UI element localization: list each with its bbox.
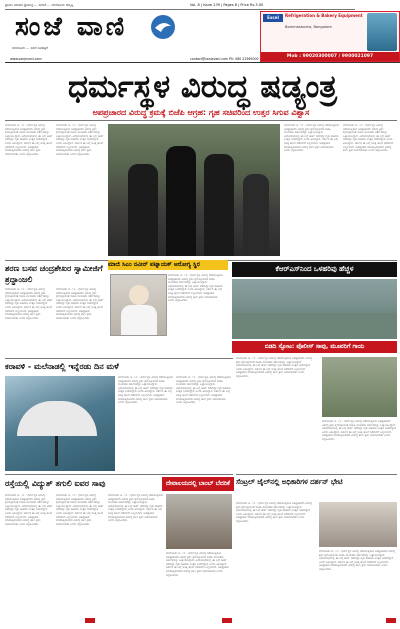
ad-brand-logo: Excel	[263, 14, 283, 22]
umbrella	[17, 401, 97, 436]
ad-line-1: Refrigeration & Bakery Equipment	[285, 13, 363, 18]
lead-story-col-2: ಬೆಂಗಳೂರು ಆ. ೧೯ - ಧರ್ಮಸ್ಥಳ ವಿರುದ್ಧ ನಡೆಯುತ್ತಿರುವ ಅಪಪ್ರಚಾರದ ವಿರುದ್ಧ ಕ್ರಮ ಕೈಗೊಳ್ಳುವಂತೆ ಬಿಜೆಪಿ ನಾಯಕರು ಸರ್ಕಾರವನ್ನು ಒತ್ತಾಯಿಸಿದ್ದಾರೆ. ವಿಧಾನಸಭೆಯಲ್ಲಿ ಈ ಬಗ್ಗೆ ಚರ್ಚೆ ನಡೆದಿದ್ದು ಗೃಹ ಸಚಿವರು ಉತ್ತರ ನೀಡಲಿದ್ದಾರೆ ಎಂದು ತಿಳಿಸಿದ್ದಾರೆ. ಸರ್ಕಾರ ಈ ಬಗ್ಗೆ ಸೂಕ್ತ ತನಿಖೆ ನಡೆಸಲಿದೆ ಎನ್ನಲಾಗಿದೆ. ಅಪಪ್ರಚಾರ ಮಾಡುತ್ತಿರುವವರ ವಿರುದ್ಧ ಕಠಿಣ ಕ್ರಮ ಜರುಗಿಸಬೇಕು ಎಂದು ಆಗ್ರಹಿಸಿದರು.	[56, 124, 104, 156]
story-2-text: ಬೆಂಗಳೂರು ಆ. ೧೯ - ಧರ್ಮಸ್ಥಳ ವಿರುದ್ಧ ನಡೆಯುತ್ತಿರುವ ಅಪಪ್ರಚಾರದ ವಿರುದ್ಧ ಕ್ರಮ ಕೈಗೊಳ್ಳುವಂತೆ ಬಿಜೆಪಿ ನಾಯಕರು ಸರ್ಕಾರವನ್ನು ಒತ್ತಾಯಿಸಿದ್ದಾರೆ. ವಿಧಾನಸಭೆಯಲ್ಲಿ ಈ ಬಗ್ಗೆ ಚರ್ಚೆ ನಡೆದಿದ್ದು ಗೃಹ ಸಚಿವರು ಉತ್ತರ ನೀಡಲಿದ್ದಾರೆ ಎಂದು ತಿಳಿಸಿದ್ದಾರೆ. ಸರ್ಕಾರ ಈ ಬಗ್ಗೆ ಸೂಕ್ತ ತನಿಖೆ ನಡೆಸಲಿದೆ ಎನ್ನಲಾಗಿದೆ. ಅಪಪ್ರಚಾರ ಮಾಡುತ್ತಿರುವವರ ವಿರುದ್ಧ ಕಠಿಣ ಕ್ರಮ ಜರುಗಿಸಬೇಕು ಎಂದು ಆಗ್ರಹಿಸಿದರು.	[168, 274, 223, 303]
story-headline-1: ಶರಣ ಬಸವ ಚಂದ್ರಶೇಖರ ಸ್ವಾಮೀಜಿಗೆ ಶ್ರದ್ಧಾಂಜಲಿ	[5, 264, 103, 284]
photo-person-2	[166, 146, 196, 256]
main-headline: ಧರ್ಮಸ್ಥಳ ವಿರುದ್ಧ ಷಡ್ಯಂತ್ರ	[68, 69, 337, 105]
ad-machine-image	[367, 13, 397, 51]
politician-photo	[110, 274, 167, 336]
story-7-text-a: ಬೆಂಗಳೂರು ಆ. ೧೯ - ಧರ್ಮಸ್ಥಳ ವಿರುದ್ಧ ನಡೆಯುತ್ತಿರುವ ಅಪಪ್ರಚಾರದ ವಿರುದ್ಧ ಕ್ರಮ ಕೈಗೊಳ್ಳುವಂತೆ ಬಿಜೆಪಿ ನಾಯಕರು ಸರ್ಕಾರವನ್ನು ಒತ್ತಾಯಿಸಿದ್ದಾರೆ. ವಿಧಾನಸಭೆಯಲ್ಲಿ ಈ ಬಗ್ಗೆ ಚರ್ಚೆ ನಡೆದಿದ್ದು ಗೃಹ ಸಚಿವರು ಉತ್ತರ ನೀಡಲಿದ್ದಾರೆ ಎಂದು ತಿಳಿಸಿದ್ದಾರೆ. ಸರ್ಕಾರ ಈ ಬಗ್ಗೆ ಸೂಕ್ತ ತನಿಖೆ ನಡೆಸಲಿದೆ ಎನ್ನಲಾಗಿದೆ. ಅಪಪ್ರಚಾರ ಮಾಡುತ್ತಿರುವವರ ವಿರುದ್ಧ ಕಠಿಣ ಕ್ರಮ ಜರುಗಿಸಬೇಕು ಎಂದು ಆಗ್ರಹಿಸಿದರು.	[108, 494, 163, 523]
masthead-rule	[5, 62, 400, 63]
temple-photo	[166, 494, 232, 549]
story-headline-6: ರಸ್ತೆಯಲ್ಲಿ ವಿದ್ಯುತ್ ತಗುಲಿ ಐವರ ಸಾವು	[5, 479, 106, 488]
ad-line-2: Bommasandra, Bangalore	[285, 25, 332, 29]
story-headline-8: ಸೆಂಟ್ರಲ್ ಜೈಲ್‌ನಲ್ಲಿ ಅಧಿಕಾರಿಗಳ ದರ್ಶನ್ ಭೇಟಿ	[236, 478, 343, 486]
story-8-text-b: ಬೆಂಗಳೂರು ಆ. ೧೯ - ಧರ್ಮಸ್ಥಳ ವಿರುದ್ಧ ನಡೆಯುತ್ತಿರುವ ಅಪಪ್ರಚಾರದ ವಿರುದ್ಧ ಕ್ರಮ ಕೈಗೊಳ್ಳುವಂತೆ ಬಿಜೆಪಿ ನಾಯಕರು ಸರ್ಕಾರವನ್ನು ಒತ್ತಾಯಿಸಿದ್ದಾರೆ. ವಿಧಾನಸಭೆಯಲ್ಲಿ ಈ ಬಗ್ಗೆ ಚರ್ಚೆ ನಡೆದಿದ್ದು ಗೃಹ ಸಚಿವರು ಉತ್ತರ ನೀಡಲಿದ್ದಾರೆ ಎಂದು ತಿಳಿಸಿದ್ದಾರೆ. ಸರ್ಕಾರ ಈ ಬಗ್ಗೆ ಸೂಕ್ತ ತನಿಖೆ ನಡೆಸಲಿದೆ ಎನ್ನಲಾಗಿದೆ. ಅಪಪ್ರಚಾರ ಮಾಡುತ್ತಿರುವವರ ವಿರುದ್ಧ ಕಠಿಣ ಕ್ರಮ ಜರುಗಿಸಬೇಕು ಎಂದು ಆಗ್ರಹಿಸಿದರು.	[319, 550, 396, 571]
politician-body	[121, 305, 157, 335]
contact-info: contact@sanjevani.com Ph: 080 22569000	[190, 57, 259, 61]
darshan-photo	[319, 502, 397, 547]
lead-story-col-1: ಬೆಂಗಳೂರು ಆ. ೧೯ - ಧರ್ಮಸ್ಥಳ ವಿರುದ್ಧ ನಡೆಯುತ್ತಿರುವ ಅಪಪ್ರಚಾರದ ವಿರುದ್ಧ ಕ್ರಮ ಕೈಗೊಳ್ಳುವಂತೆ ಬಿಜೆಪಿ ನಾಯಕರು ಸರ್ಕಾರವನ್ನು ಒತ್ತಾಯಿಸಿದ್ದಾರೆ. ವಿಧಾನಸಭೆಯಲ್ಲಿ ಈ ಬಗ್ಗೆ ಚರ್ಚೆ ನಡೆದಿದ್ದು ಗೃಹ ಸಚಿವರು ಉತ್ತರ ನೀಡಲಿದ್ದಾರೆ ಎಂದು ತಿಳಿಸಿದ್ದಾರೆ. ಸರ್ಕಾರ ಈ ಬಗ್ಗೆ ಸೂಕ್ತ ತನಿಖೆ ನಡೆಸಲಿದೆ ಎನ್ನಲಾಗಿದೆ. ಅಪಪ್ರಚಾರ ಮಾಡುತ್ತಿರುವವರ ವಿರುದ್ಧ ಕಠಿಣ ಕ್ರಮ ಜರುಗಿಸಬೇಕು ಎಂದು ಆಗ್ರಹಿಸಿದರು.	[5, 124, 53, 156]
photo-person-4	[243, 174, 269, 256]
story-headline-7: ದೇವಾಲಯದಲ್ಲಿ ಬಾಂಬ್ ಬೆದರಿಕೆ	[162, 477, 234, 491]
dove-logo-icon	[149, 14, 177, 40]
accident-photo	[322, 357, 397, 417]
page-corner-tag-2	[222, 618, 232, 623]
issue-line-right: Vol. 8 | Issue 239 | Pages 8 | Price Rs.3.00	[190, 3, 264, 7]
umbrella-handle	[55, 436, 58, 466]
page-corner-tag-3	[386, 618, 396, 623]
section-rule-3	[5, 474, 233, 475]
story-4-text: ಬೆಂಗಳೂರು ಆ. ೧೯ - ಧರ್ಮಸ್ಥಳ ವಿರುದ್ಧ ನಡೆಯುತ್ತಿರುವ ಅಪಪ್ರಚಾರದ ವಿರುದ್ಧ ಕ್ರಮ ಕೈಗೊಳ್ಳುವಂತೆ ಬಿಜೆಪಿ ನಾಯಕರು ಸರ್ಕಾರವನ್ನು ಒತ್ತಾಯಿಸಿದ್ದಾರೆ. ವಿಧಾನಸಭೆಯಲ್ಲಿ ಈ ಬಗ್ಗೆ ಚರ್ಚೆ ನಡೆದಿದ್ದು ಗೃಹ ಸಚಿವರು ಉತ್ತರ ನೀಡಲಿದ್ದಾರೆ ಎಂದು ತಿಳಿಸಿದ್ದಾರೆ. ಸರ್ಕಾರ ಈ ಬಗ್ಗೆ ಸೂಕ್ತ ತನಿಖೆ ನಡೆಸಲಿದೆ ಎನ್ನಲಾಗಿದೆ. ಅಪಪ್ರಚಾರ ಮಾಡುತ್ತಿರುವವರ ವಿರುದ್ಧ ಕಠಿಣ ಕ್ರಮ ಜರುಗಿಸಬೇಕು ಎಂದು ಆಗ್ರಹಿಸಿದರು.	[236, 357, 313, 378]
dam-water	[232, 313, 397, 339]
story-6-text-b: ಬೆಂಗಳೂರು ಆ. ೧೯ - ಧರ್ಮಸ್ಥಳ ವಿರುದ್ಧ ನಡೆಯುತ್ತಿರುವ ಅಪಪ್ರಚಾರದ ವಿರುದ್ಧ ಕ್ರಮ ಕೈಗೊಳ್ಳುವಂತೆ ಬಿಜೆಪಿ ನಾಯಕರು ಸರ್ಕಾರವನ್ನು ಒತ್ತಾಯಿಸಿದ್ದಾರೆ. ವಿಧಾನಸಭೆಯಲ್ಲಿ ಈ ಬಗ್ಗೆ ಚರ್ಚೆ ನಡೆದಿದ್ದು ಗೃಹ ಸಚಿವರು ಉತ್ತರ ನೀಡಲಿದ್ದಾರೆ ಎಂದು ತಿಳಿಸಿದ್ದಾರೆ. ಸರ್ಕಾರ ಈ ಬಗ್ಗೆ ಸೂಕ್ತ ತನಿಖೆ ನಡೆಸಲಿದೆ ಎನ್ನಲಾಗಿದೆ. ಅಪಪ್ರಚಾರ ಮಾಡುತ್ತಿರುವವರ ವಿರುದ್ಧ ಕಠಿಣ ಕ್ರಮ ಜರುಗಿಸಬೇಕು ಎಂದು ಆಗ್ರಹಿಸಿದರು.	[56, 494, 104, 526]
subheadline-rule	[5, 120, 397, 121]
website[interactable]: www.sanjevani.com	[10, 57, 42, 61]
lead-story-col-3: ಬೆಂಗಳೂರು ಆ. ೧೯ - ಧರ್ಮಸ್ಥಳ ವಿರುದ್ಧ ನಡೆಯುತ್ತಿರುವ ಅಪಪ್ರಚಾರದ ವಿರುದ್ಧ ಕ್ರಮ ಕೈಗೊಳ್ಳುವಂತೆ ಬಿಜೆಪಿ ನಾಯಕರು ಸರ್ಕಾರವನ್ನು ಒತ್ತಾಯಿಸಿದ್ದಾರೆ. ವಿಧಾನಸಭೆಯಲ್ಲಿ ಈ ಬಗ್ಗೆ ಚರ್ಚೆ ನಡೆದಿದ್ದು ಗೃಹ ಸಚಿವರು ಉತ್ತರ ನೀಡಲಿದ್ದಾರೆ ಎಂದು ತಿಳಿಸಿದ್ದಾರೆ. ಸರ್ಕಾರ ಈ ಬಗ್ಗೆ ಸೂಕ್ತ ತನಿಖೆ ನಡೆಸಲಿದೆ ಎನ್ನಲಾಗಿದೆ. ಅಪಪ್ರಚಾರ ಮಾಡುತ್ತಿರುವವರ ವಿರುದ್ಧ ಕಠಿಣ ಕ್ರಮ ಜರುಗಿಸಬೇಕು ಎಂದು ಆಗ್ರಹಿಸಿದರು.	[284, 124, 339, 153]
lead-story-col-4: ಬೆಂಗಳೂರು ಆ. ೧೯ - ಧರ್ಮಸ್ಥಳ ವಿರುದ್ಧ ನಡೆಯುತ್ತಿರುವ ಅಪಪ್ರಚಾರದ ವಿರುದ್ಧ ಕ್ರಮ ಕೈಗೊಳ್ಳುವಂತೆ ಬಿಜೆಪಿ ನಾಯಕರು ಸರ್ಕಾರವನ್ನು ಒತ್ತಾಯಿಸಿದ್ದಾರೆ. ವಿಧಾನಸಭೆಯಲ್ಲಿ ಈ ಬಗ್ಗೆ ಚರ್ಚೆ ನಡೆದಿದ್ದು ಗೃಹ ಸಚಿವರು ಉತ್ತರ ನೀಡಲಿದ್ದಾರೆ ಎಂದು ತಿಳಿಸಿದ್ದಾರೆ. ಸರ್ಕಾರ ಈ ಬಗ್ಗೆ ಸೂಕ್ತ ತನಿಖೆ ನಡೆಸಲಿದೆ ಎನ್ನಲಾಗಿದೆ. ಅಪಪ್ರಚಾರ ಮಾಡುತ್ತಿರುವವರ ವಿರುದ್ಧ ಕಠಿಣ ಕ್ರಮ ಜರುಗಿಸಬೇಕು ಎಂದು ಆಗ್ರಹಿಸಿದರು.	[343, 124, 394, 153]
story-7-text-b: ಬೆಂಗಳೂರು ಆ. ೧೯ - ಧರ್ಮಸ್ಥಳ ವಿರುದ್ಧ ನಡೆಯುತ್ತಿರುವ ಅಪಪ್ರಚಾರದ ವಿರುದ್ಧ ಕ್ರಮ ಕೈಗೊಳ್ಳುವಂತೆ ಬಿಜೆಪಿ ನಾಯಕರು ಸರ್ಕಾರವನ್ನು ಒತ್ತಾಯಿಸಿದ್ದಾರೆ. ವಿಧಾನಸಭೆಯಲ್ಲಿ ಈ ಬಗ್ಗೆ ಚರ್ಚೆ ನಡೆದಿದ್ದು ಗೃಹ ಸಚಿವರು ಉತ್ತರ ನೀಡಲಿದ್ದಾರೆ ಎಂದು ತಿಳಿಸಿದ್ದಾರೆ. ಸರ್ಕಾರ ಈ ಬಗ್ಗೆ ಸೂಕ್ತ ತನಿಖೆ ನಡೆಸಲಿದೆ ಎನ್ನಲಾಗಿದೆ. ಅಪಪ್ರಚಾರ ಮಾಡುತ್ತಿರುವವರ ವಿರುದ್ಧ ಕಠಿಣ ಕ್ರಮ ಜರುಗಿಸಬೇಕು ಎಂದು ಆಗ್ರಹಿಸಿದರು.	[166, 552, 229, 577]
newspaper-title: ಸಂಜೆ ವಾಣಿ	[15, 12, 128, 42]
rain-photo	[5, 376, 115, 471]
story-headline-2: ಮಾಜಿ ಸಿಎಂ ನವೀನ್ ಪಟ್ನಾಯಕ್ ಆರೋಗ್ಯ ಸ್ಥಿರ	[108, 260, 228, 270]
photo-person-1	[128, 164, 158, 256]
masthead-subtitle: ಬೆಂಗಳೂರು ... ಸಂಜೆ ದಿನಪತ್ರಿಕೆ	[12, 46, 48, 50]
masthead	[10, 10, 255, 56]
ad-phone: Mob : 99020300007 / 9900021097	[261, 52, 399, 61]
story-6-text-a: ಬೆಂಗಳೂರು ಆ. ೧೯ - ಧರ್ಮಸ್ಥಳ ವಿರುದ್ಧ ನಡೆಯುತ್ತಿರುವ ಅಪಪ್ರಚಾರದ ವಿರುದ್ಧ ಕ್ರಮ ಕೈಗೊಳ್ಳುವಂತೆ ಬಿಜೆಪಿ ನಾಯಕರು ಸರ್ಕಾರವನ್ನು ಒತ್ತಾಯಿಸಿದ್ದಾರೆ. ವಿಧಾನಸಭೆಯಲ್ಲಿ ಈ ಬಗ್ಗೆ ಚರ್ಚೆ ನಡೆದಿದ್ದು ಗೃಹ ಸಚಿವರು ಉತ್ತರ ನೀಡಲಿದ್ದಾರೆ ಎಂದು ತಿಳಿಸಿದ್ದಾರೆ. ಸರ್ಕಾರ ಈ ಬಗ್ಗೆ ಸೂಕ್ತ ತನಿಖೆ ನಡೆಸಲಿದೆ ಎನ್ನಲಾಗಿದೆ. ಅಪಪ್ರಚಾರ ಮಾಡುತ್ತಿರುವವರ ವಿರುದ್ಧ ಕಠಿಣ ಕ್ರಮ ಜರುಗಿಸಬೇಕು ಎಂದು ಆಗ್ರಹಿಸಿದರು.	[5, 494, 53, 526]
advert-box	[260, 11, 400, 62]
photo-person-3	[204, 154, 234, 256]
politician-face	[129, 285, 149, 305]
dam-photo	[232, 279, 397, 339]
story-8-text-a: ಬೆಂಗಳೂರು ಆ. ೧೯ - ಧರ್ಮಸ್ಥಳ ವಿರುದ್ಧ ನಡೆಯುತ್ತಿರುವ ಅಪಪ್ರಚಾರದ ವಿರುದ್ಧ ಕ್ರಮ ಕೈಗೊಳ್ಳುವಂತೆ ಬಿಜೆಪಿ ನಾಯಕರು ಸರ್ಕಾರವನ್ನು ಒತ್ತಾಯಿಸಿದ್ದಾರೆ. ವಿಧಾನಸಭೆಯಲ್ಲಿ ಈ ಬಗ್ಗೆ ಚರ್ಚೆ ನಡೆದಿದ್ದು ಗೃಹ ಸಚಿವರು ಉತ್ತರ ನೀಡಲಿದ್ದಾರೆ ಎಂದು ತಿಳಿಸಿದ್ದಾರೆ. ಸರ್ಕಾರ ಈ ಬಗ್ಗೆ ಸೂಕ್ತ ತನಿಖೆ ನಡೆಸಲಿದೆ ಎನ್ನಲಾಗಿದೆ. ಅಪಪ್ರಚಾರ ಮಾಡುತ್ತಿರುವವರ ವಿರುದ್ಧ ಕಠಿಣ ಕ್ರಮ ಜರುಗಿಸಬೇಕು ಎಂದು ಆಗ್ರಹಿಸಿದರು.	[236, 502, 313, 523]
story-headline-5: ಕರಾವಳಿ - ಮಲೆನಾಡಲ್ಲಿ ಇನ್ನೆರಡು ದಿನ ಮಳೆ	[5, 362, 119, 371]
story-5-text-a: ಬೆಂಗಳೂರು ಆ. ೧೯ - ಧರ್ಮಸ್ಥಳ ವಿರುದ್ಧ ನಡೆಯುತ್ತಿರುವ ಅಪಪ್ರಚಾರದ ವಿರುದ್ಧ ಕ್ರಮ ಕೈಗೊಳ್ಳುವಂತೆ ಬಿಜೆಪಿ ನಾಯಕರು ಸರ್ಕಾರವನ್ನು ಒತ್ತಾಯಿಸಿದ್ದಾರೆ. ವಿಧಾನಸಭೆಯಲ್ಲಿ ಈ ಬಗ್ಗೆ ಚರ್ಚೆ ನಡೆದಿದ್ದು ಗೃಹ ಸಚಿವರು ಉತ್ತರ ನೀಡಲಿದ್ದಾರೆ ಎಂದು ತಿಳಿಸಿದ್ದಾರೆ. ಸರ್ಕಾರ ಈ ಬಗ್ಗೆ ಸೂಕ್ತ ತನಿಖೆ ನಡೆಸಲಿದೆ ಎನ್ನಲಾಗಿದೆ. ಅಪಪ್ರಚಾರ ಮಾಡುತ್ತಿರುವವರ ವಿರುದ್ಧ ಕಠಿಣ ಕ್ರಮ ಜರುಗಿಸಬೇಕು ಎಂದು ಆಗ್ರಹಿಸಿದರು.	[118, 376, 173, 405]
story-1-text-a: ಬೆಂಗಳೂರು ಆ. ೧೯ - ಧರ್ಮಸ್ಥಳ ವಿರುದ್ಧ ನಡೆಯುತ್ತಿರುವ ಅಪಪ್ರಚಾರದ ವಿರುದ್ಧ ಕ್ರಮ ಕೈಗೊಳ್ಳುವಂತೆ ಬಿಜೆಪಿ ನಾಯಕರು ಸರ್ಕಾರವನ್ನು ಒತ್ತಾಯಿಸಿದ್ದಾರೆ. ವಿಧಾನಸಭೆಯಲ್ಲಿ ಈ ಬಗ್ಗೆ ಚರ್ಚೆ ನಡೆದಿದ್ದು ಗೃಹ ಸಚಿವರು ಉತ್ತರ ನೀಡಲಿದ್ದಾರೆ ಎಂದು ತಿಳಿಸಿದ್ದಾರೆ. ಸರ್ಕಾರ ಈ ಬಗ್ಗೆ ಸೂಕ್ತ ತನಿಖೆ ನಡೆಸಲಿದೆ ಎನ್ನಲಾಗಿದೆ. ಅಪಪ್ರಚಾರ ಮಾಡುತ್ತಿರುವವರ ವಿರುದ್ಧ ಕಠಿಣ ಕ್ರಮ ಜರುಗಿಸಬೇಕು ಎಂದು ಆಗ್ರಹಿಸಿದರು.	[5, 288, 53, 320]
lead-photo	[108, 124, 280, 256]
section-rule-2	[5, 358, 233, 359]
story-5-text-b: ಬೆಂಗಳೂರು ಆ. ೧೯ - ಧರ್ಮಸ್ಥಳ ವಿರುದ್ಧ ನಡೆಯುತ್ತಿರುವ ಅಪಪ್ರಚಾರದ ವಿರುದ್ಧ ಕ್ರಮ ಕೈಗೊಳ್ಳುವಂತೆ ಬಿಜೆಪಿ ನಾಯಕರು ಸರ್ಕಾರವನ್ನು ಒತ್ತಾಯಿಸಿದ್ದಾರೆ. ವಿಧಾನಸಭೆಯಲ್ಲಿ ಈ ಬಗ್ಗೆ ಚರ್ಚೆ ನಡೆದಿದ್ದು ಗೃಹ ಸಚಿವರು ಉತ್ತರ ನೀಡಲಿದ್ದಾರೆ ಎಂದು ತಿಳಿಸಿದ್ದಾರೆ. ಸರ್ಕಾರ ಈ ಬಗ್ಗೆ ಸೂಕ್ತ ತನಿಖೆ ನಡೆಸಲಿದೆ ಎನ್ನಲಾಗಿದೆ. ಅಪಪ್ರಚಾರ ಮಾಡುತ್ತಿರುವವರ ವಿರುದ್ಧ ಕಠಿಣ ಕ್ರಮ ಜರುಗಿಸಬೇಕು ಎಂದು ಆಗ್ರಹಿಸಿದರು.	[176, 376, 231, 405]
story-headline-3: ಕೆಆರ್‌ಎಸ್‌ನಿಂದ ಒಳಹರಿವು ಹೆಚ್ಚಳ	[232, 262, 397, 277]
subheadline: ಅಪಪ್ರಚಾರದ ವಿರುದ್ಧ ಕ್ರಮಕ್ಕೆ ಬಿಜೆಪಿ ಆಗ್ರಹ: ಗೃಹ ಸಚಿವರಿಂದ ಉತ್ತರ ಸಿಗುವ ವಿಶ್ವಾಸ	[92, 108, 310, 117]
story-1-text-b: ಬೆಂಗಳೂರು ಆ. ೧೯ - ಧರ್ಮಸ್ಥಳ ವಿರುದ್ಧ ನಡೆಯುತ್ತಿರುವ ಅಪಪ್ರಚಾರದ ವಿರುದ್ಧ ಕ್ರಮ ಕೈಗೊಳ್ಳುವಂತೆ ಬಿಜೆಪಿ ನಾಯಕರು ಸರ್ಕಾರವನ್ನು ಒತ್ತಾಯಿಸಿದ್ದಾರೆ. ವಿಧಾನಸಭೆಯಲ್ಲಿ ಈ ಬಗ್ಗೆ ಚರ್ಚೆ ನಡೆದಿದ್ದು ಗೃಹ ಸಚಿವರು ಉತ್ತರ ನೀಡಲಿದ್ದಾರೆ ಎಂದು ತಿಳಿಸಿದ್ದಾರೆ. ಸರ್ಕಾರ ಈ ಬಗ್ಗೆ ಸೂಕ್ತ ತನಿಖೆ ನಡೆಸಲಿದೆ ಎನ್ನಲಾಗಿದೆ. ಅಪಪ್ರಚಾರ ಮಾಡುತ್ತಿರುವವರ ವಿರುದ್ಧ ಕಠಿಣ ಕ್ರಮ ಜರುಗಿಸಬೇಕು ಎಂದು ಆಗ್ರಹಿಸಿದರು.	[56, 288, 104, 320]
issue-line-left: ಶ್ರಾವಣ ಮಾಸದ ಪ್ರಯುಕ್ತ ... ಸಂಚಿಕೆ ... ಬೆಂಗಳೂರು ಆವೃತ್ತಿ	[5, 3, 74, 7]
story-headline-4: ಬಿಡದಿ ಸ್ಫೋಟ: ಪೊಲೀಸ್ ಸಾವು, ಮೂವರಿಗೆ ಗಾಯ	[232, 341, 397, 353]
page-corner-tag-1	[85, 618, 95, 623]
section-rule-4	[236, 474, 397, 475]
story-4-text-b: ಬೆಂಗಳೂರು ಆ. ೧೯ - ಧರ್ಮಸ್ಥಳ ವಿರುದ್ಧ ನಡೆಯುತ್ತಿರುವ ಅಪಪ್ರಚಾರದ ವಿರುದ್ಧ ಕ್ರಮ ಕೈಗೊಳ್ಳುವಂತೆ ಬಿಜೆಪಿ ನಾಯಕರು ಸರ್ಕಾರವನ್ನು ಒತ್ತಾಯಿಸಿದ್ದಾರೆ. ವಿಧಾನಸಭೆಯಲ್ಲಿ ಈ ಬಗ್ಗೆ ಚರ್ಚೆ ನಡೆದಿದ್ದು ಗೃಹ ಸಚಿವರು ಉತ್ತರ ನೀಡಲಿದ್ದಾರೆ ಎಂದು ತಿಳಿಸಿದ್ದಾರೆ. ಸರ್ಕಾರ ಈ ಬಗ್ಗೆ ಸೂಕ್ತ ತನಿಖೆ ನಡೆಸಲಿದೆ ಎನ್ನಲಾಗಿದೆ. ಅಪಪ್ರಚಾರ ಮಾಡುತ್ತಿರುವವರ ವಿರುದ್ಧ ಕಠಿಣ ಕ್ರಮ ಜರುಗಿಸಬೇಕು ಎಂದು ಆಗ್ರಹಿಸಿದರು.	[322, 420, 397, 441]
